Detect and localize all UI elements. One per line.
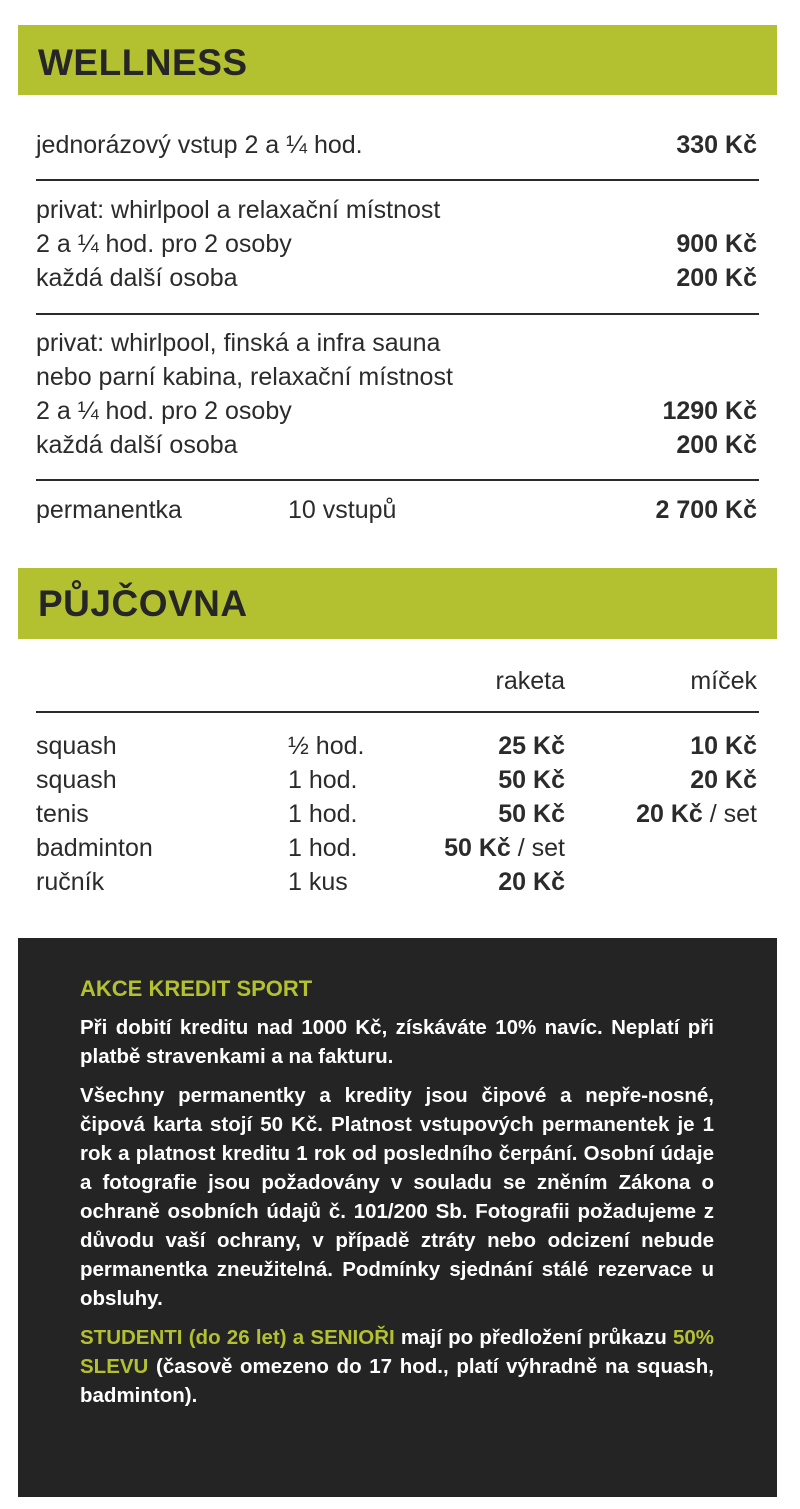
column-header-racket: raketa — [495, 667, 565, 695]
discount-text-1: mají po předložení průkazu — [394, 1326, 673, 1349]
ball-price: 10 Kč — [690, 732, 757, 760]
row-item: squash — [36, 766, 117, 794]
divider — [36, 179, 759, 181]
promo-paragraph-credit: Při dobití kreditu nad 1000 Kč, získáváte 10% navíc. Neplatí při platbě stravenkami a na fakturu. — [80, 1016, 714, 1068]
ball-price: 20 Kč — [690, 766, 757, 794]
row-duration: 1 hod. — [288, 800, 358, 828]
divider — [36, 479, 759, 481]
row-duration: 1 hod. — [288, 834, 358, 862]
pass-label: permanentka — [36, 496, 182, 524]
promo-paragraph-terms: Všechny permanentky a kredity jsou čipové a nepře-nosné, čipová karta stojí 50 Kč. Platnost vstupových permanentek je 1 rok a platnost kreditu 1 rok od posledního čerpání. Osobní údaje a fotografie jsou požadovány v souladu se zněním Zákona o ochraně osobních údajů č. 101/200 Sb. Fotografii požadujeme z důvodu vaší ochrany, v případě ztráty nebo odcizení nebude permanentka zneužitelná. Podmínky sjednání stálé rezervace u obsluhy. — [80, 1084, 714, 1310]
rental-banner — [18, 568, 777, 639]
single-entry-price: 330 Kč — [676, 131, 757, 159]
row-item: badminton — [36, 834, 153, 862]
discount-text-2: (časově omezeno do 17 hod., platí výhradně na squash, badminton). — [80, 1355, 714, 1407]
racket-price: 50 Kč — [498, 800, 565, 828]
divider — [36, 711, 759, 713]
private2-price3: 1290 Kč — [662, 397, 757, 425]
rental-title: PŮJČOVNA — [38, 583, 248, 624]
row-ball-price — [690, 729, 757, 763]
wellness-banner — [18, 25, 777, 95]
discount-amount: 50% SLEVU — [80, 1326, 714, 1378]
row-racket-price — [498, 797, 565, 831]
promo-panel — [18, 938, 777, 1497]
private2-line4: každá další osoba — [36, 431, 238, 459]
row-racket-price — [498, 865, 565, 899]
pass-entries: 10 vstupů — [288, 496, 397, 524]
promo-paragraph-discount — [80, 1323, 714, 1410]
row-racket-price — [498, 729, 565, 763]
racket-price: 20 Kč — [498, 868, 565, 896]
ball-price: 20 Kč — [636, 800, 703, 828]
private2-line2: nebo parní kabina, relaxační místnost — [36, 363, 453, 391]
row-ball-price — [636, 797, 757, 831]
pass-price: 2 700 Kč — [655, 496, 757, 524]
column-header-ball: míček — [690, 667, 757, 695]
row-duration: 1 kus — [288, 868, 348, 896]
promo-content — [80, 974, 714, 1420]
private2-line3: 2 a ¼ hod. pro 2 osoby — [36, 397, 292, 425]
private1-line2: 2 a ¼ hod. pro 2 osoby — [36, 230, 292, 258]
private2-price4: 200 Kč — [676, 431, 757, 459]
private1-line3: každá další osoba — [36, 264, 238, 292]
racket-price: 50 Kč — [498, 766, 565, 794]
private1-price3: 200 Kč — [676, 264, 757, 292]
row-racket-price — [498, 763, 565, 797]
ball-suffix: / set — [702, 800, 757, 828]
row-item: tenis — [36, 800, 89, 828]
row-ball-price — [690, 763, 757, 797]
discount-groups: STUDENTI (do 26 let) a SENIOŘI — [80, 1326, 395, 1349]
wellness-title: WELLNESS — [38, 42, 248, 83]
row-racket-price — [444, 831, 565, 865]
row-item: ručník — [36, 868, 105, 896]
racket-price: 25 Kč — [498, 732, 565, 760]
row-duration: 1 hod. — [288, 766, 358, 794]
divider — [36, 313, 759, 315]
row-duration: ½ hod. — [288, 732, 365, 760]
single-entry-label: jednorázový vstup 2 a ¼ hod. — [36, 131, 363, 159]
racket-suffix: / set — [510, 834, 565, 862]
private1-line1: privat: whirlpool a relaxační místnost — [36, 196, 441, 224]
racket-price: 50 Kč — [444, 834, 511, 862]
private1-price2: 900 Kč — [676, 230, 757, 258]
private2-line1: privat: whirlpool, finská a infra sauna — [36, 329, 441, 357]
row-item: squash — [36, 732, 117, 760]
promo-title: AKCE KREDIT SPORT — [80, 976, 313, 1001]
